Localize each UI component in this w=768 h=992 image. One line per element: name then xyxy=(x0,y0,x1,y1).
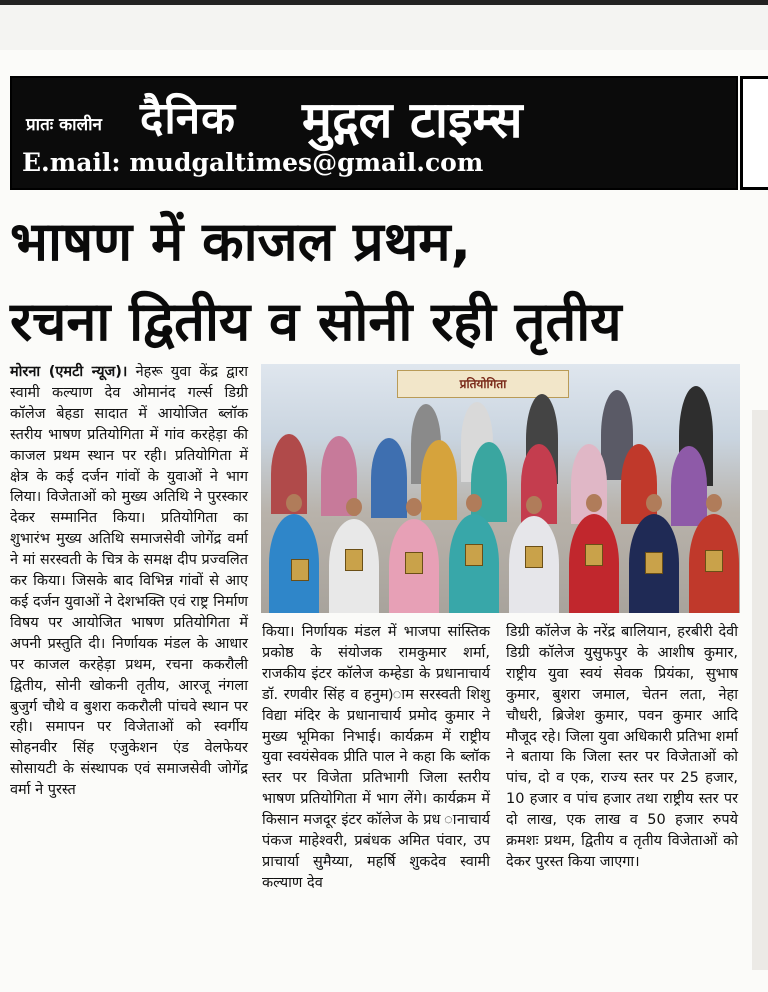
person xyxy=(671,446,707,526)
face xyxy=(586,494,602,512)
face xyxy=(286,494,302,512)
person xyxy=(371,438,407,518)
face xyxy=(466,494,482,512)
award-plaque xyxy=(465,544,483,566)
dateline: मोरना (एमटी न्यूज)। xyxy=(10,364,128,380)
email-label: E.mail: xyxy=(22,148,121,177)
top-rule xyxy=(0,0,768,5)
award-plaque xyxy=(405,552,423,574)
face xyxy=(406,498,422,516)
article-column-1 xyxy=(10,362,248,801)
photo-banner-text: प्रतियोगिता xyxy=(459,377,507,391)
award-plaque xyxy=(525,546,543,568)
headline-line-2: रचना द्वितीय व सोनी रही तृतीय xyxy=(10,290,622,353)
group-photo xyxy=(261,364,740,613)
daily-label: दैनिक xyxy=(140,93,236,144)
masthead xyxy=(10,76,738,190)
face xyxy=(526,496,542,514)
person xyxy=(421,440,457,520)
adjacent-box xyxy=(740,76,768,190)
person xyxy=(571,444,607,524)
award-plaque xyxy=(291,559,309,581)
headline-line-1: भाषण में काजल प्रथम, xyxy=(10,210,472,273)
award-plaque xyxy=(345,549,363,571)
face xyxy=(346,498,362,516)
email-address: mudgaltimes@gmail.com xyxy=(129,148,484,177)
face xyxy=(646,494,662,512)
person xyxy=(621,444,657,524)
award-plaque xyxy=(705,550,723,572)
masthead-email xyxy=(22,148,483,177)
article-column-3: डिग्री कॉलेज के नरेंद्र बालियान, हरबीरी देवी डिग्री कॉलेज युसुफपुर के आशीष कुमार, राष्ट्रीय युवा स्वयं सेवक प्रियंका, सुभाष कुमार, बुशरा जमाल, चेतन लता, नेहा चौधरी, ब्रिजेश कुमार, पवन कुमार आदि मौजूद रहे। जिला युवा अधिकारी प्रतिभा शर्मा ने बताया कि जिला स्तर पर विजेताओं को पांच, दो व एक, राज्य स्तर पर 25 हजार, 10 हजार व पांच हजार तथा राष्ट्रीय स्तर पर दो लाख, एक लाख व 50 हजार रुपये क्रमशः प्रथम, द्वितीय व तृतीय विजेताओं को देकर पुरस्त किया जाएगा। xyxy=(506,624,738,870)
column-1-text: नेहरू युवा केंद्र द्वारा स्वामी कल्याण देव ओमानंद गर्ल्स डिग्री कॉलेज बेहडा सादात में आयोजित ब्लॉक स्तरीय भाषण प्रतियोगिता में गांव करहेड़ा की काजल प्रथम स्थान पर रही। प्रतियोगिता में क्षेत्र के कई दर्जन गांवों के युवाओं ने भाग लिया। विजेताओं को मुख्य अतिथि ने पुरस्कार देकर सम्मानित किया। प्रतियोगिता का शुभारंभ मुख्य अतिथि समाजसेवी जोगेंद्र वर्मा ने मां सरस्वती के चित्र के समक्ष दीप प्रज्वलित कर किया। जिसके बाद विभिन्न गांवों से आए कई दर्जन युवाओं ने देशभक्ति एवं राष्ट्र निर्माण विषय पर आयोजित भाषण प्रतियोगिता में अपनी प्रस्तुति दी। निर्णायक मंडल के आधार पर काजल करहेड़ा प्रथम, रचना ककरौली द्वितीय, सोनी खोकनी तृतीय, आरजू नंगला बुजुर्ग चौथे व बुशरा ककरौली पांचवे स्थान पर रही। समापन पर विजेताओं को स्वर्गीय सोहनवीर सिंह एजुकेशन एंड वेलफेयर सोसायटी के संस्थापक एवं समाजसेवी जोगेंद्र वर्मा ने पुरस्त xyxy=(10,364,249,799)
article-column-2: किया। निर्णायक मंडल में भाजपा सांस्तिक प्रकोष्ठ के संयोजक रामकुमार शर्मा, राजकीय इंटर कॉलेज कम्हेडा के प्रधानाचार्य डॉ. रणवीर सिंह व हनुम)ाम सरस्वती शिशु विद्या मंदिर के प्रधानाचार्य प्रमोद कुमार ने मुख्य भूमिका निभाई। कार्यक्रम में राष्ट्रीय युवा स्वयंसेवक प्रीति पाल ने कहा कि ब्लॉक स्तर पर विजेता प्रतिभागी जिला स्तरीय भाषण प्रतियोगिता में भाग लेंगे। कार्यक्रम में किसान मजदूर इंटर कॉलेज के प्रध ानाचार्य पंकज माहेश्वरी, प्रबंधक अमित पंवार, उप प्राचार्या सुमैय्या, महर्षि शुकदेव स्वामी कल्याण देव xyxy=(262,624,490,891)
award-plaque xyxy=(585,544,603,566)
face xyxy=(706,494,722,512)
newspaper-name: मुद्गल टाइम्स xyxy=(302,91,523,149)
award-plaque xyxy=(645,552,663,574)
morning-edition-label: प्रातः कालीन xyxy=(26,115,102,135)
adjacent-article-strip xyxy=(752,410,768,970)
